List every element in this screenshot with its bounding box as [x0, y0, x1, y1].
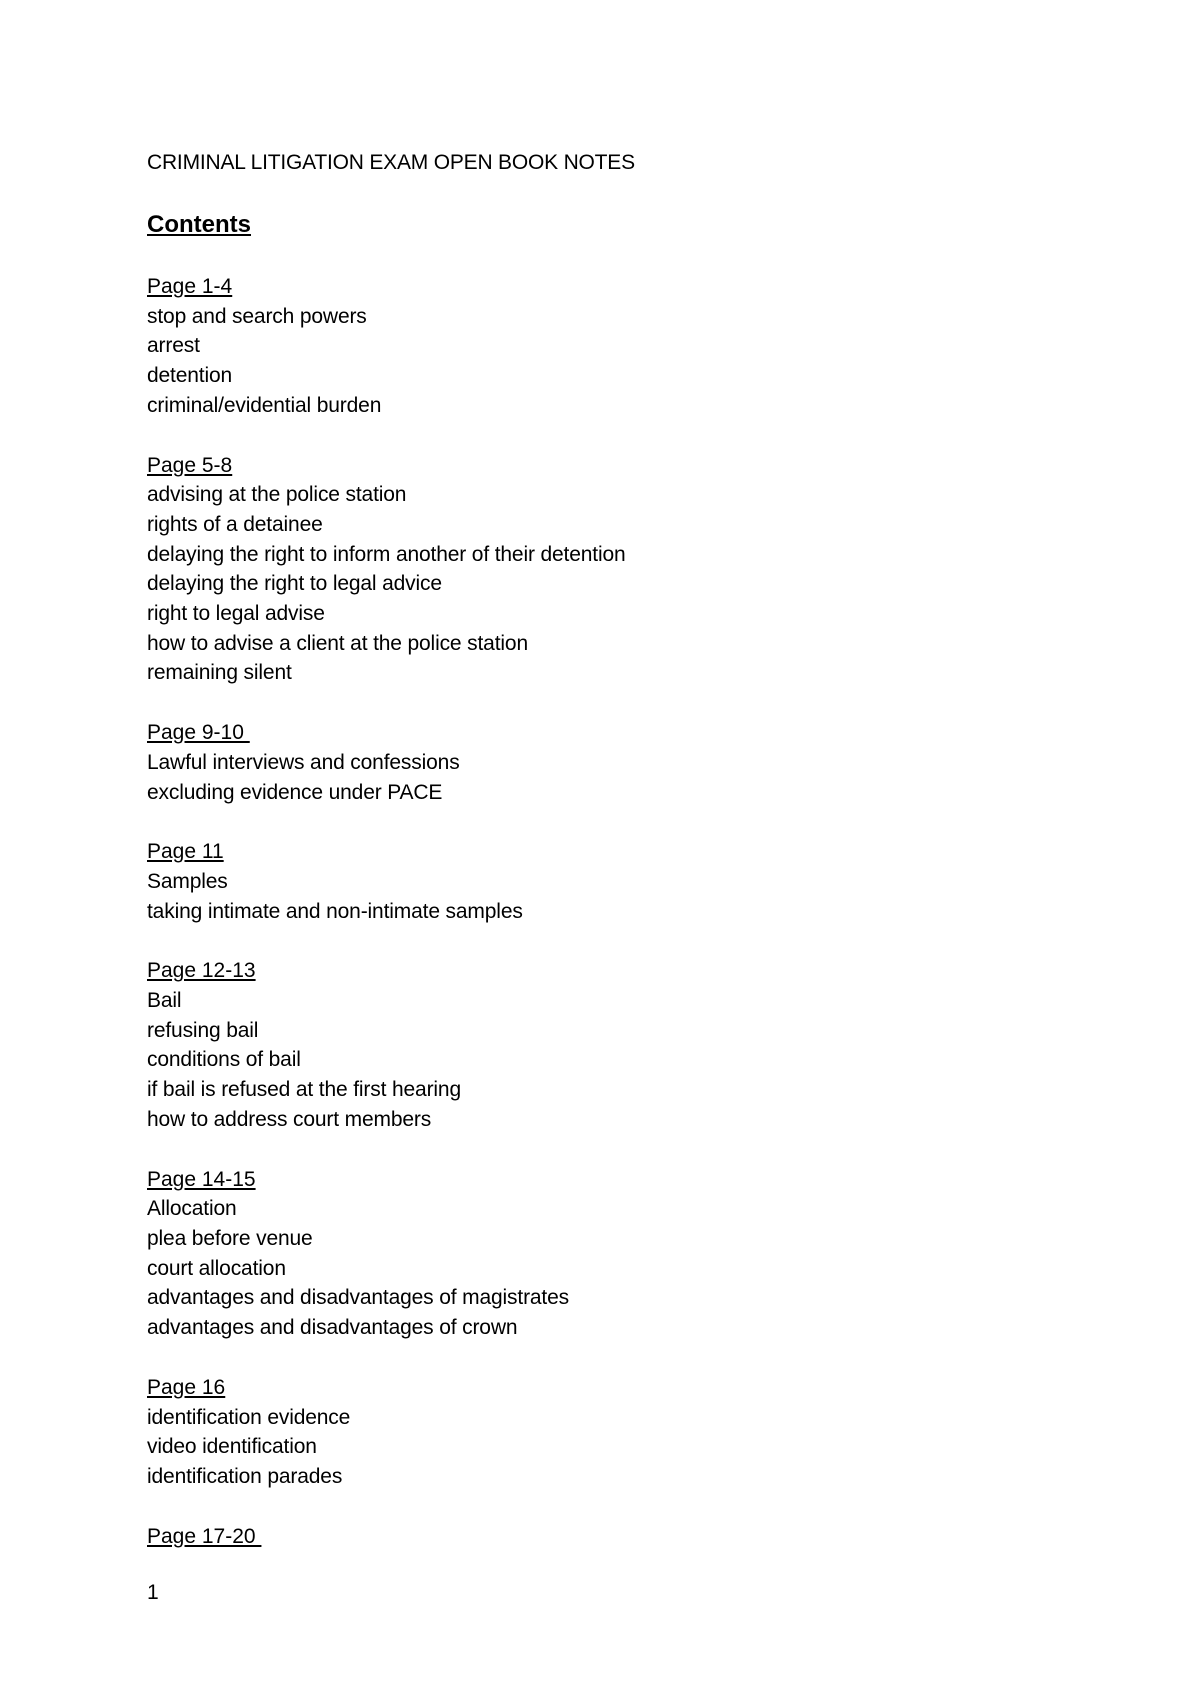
topic-item: plea before venue	[147, 1226, 313, 1250]
topic-item: advantages and disadvantages of magistrates	[147, 1286, 569, 1310]
topic-item: if bail is refused at the first hearing	[147, 1078, 461, 1102]
contents-section	[147, 1373, 1147, 1492]
topic-item: how to address court members	[147, 1107, 432, 1131]
topic-item: delaying the right to legal advice	[147, 572, 442, 596]
topic-item: taking intimate and non-intimate samples	[147, 899, 523, 923]
topic-item: advantages and disadvantages of crown	[147, 1316, 518, 1340]
section-topic-list	[147, 1403, 1147, 1492]
section-page-range: Page 16	[147, 1375, 226, 1399]
contents-heading: Contents	[147, 211, 251, 238]
section-page-range: Page 12-13	[147, 959, 256, 983]
topic-item: conditions of bail	[147, 1048, 301, 1072]
contents-section	[147, 272, 1147, 421]
topic-item: video identification	[147, 1435, 317, 1459]
contents-section	[147, 1165, 1147, 1343]
document-page	[147, 148, 1147, 1581]
contents-section	[147, 837, 1147, 926]
contents-section	[147, 718, 1147, 807]
contents-section	[147, 956, 1147, 1134]
section-page-range: Page 9-10	[147, 721, 250, 745]
topic-item: stop and search powers	[147, 304, 367, 328]
topic-item: Allocation	[147, 1197, 237, 1221]
topic-item: identification parades	[147, 1464, 343, 1488]
topic-item: delaying the right to inform another of their detention	[147, 542, 626, 566]
page-number: 1	[147, 1581, 159, 1604]
topic-item: refusing bail	[147, 1018, 259, 1042]
section-page-range: Page 11	[147, 840, 224, 864]
topic-item: Samples	[147, 869, 228, 893]
topic-item: Lawful interviews and confessions	[147, 750, 460, 774]
topic-item: criminal/evidential burden	[147, 393, 382, 417]
contents-section	[147, 451, 1147, 689]
contents-list	[147, 272, 1147, 1551]
topic-item: advising at the police station	[147, 483, 407, 507]
topic-item: identification evidence	[147, 1405, 351, 1429]
topic-item: excluding evidence under PACE	[147, 780, 443, 804]
section-page-range: Page 14-15	[147, 1167, 256, 1191]
topic-item: right to legal advise	[147, 602, 325, 626]
topic-item: remaining silent	[147, 661, 292, 685]
section-page-range: Page 17-20	[147, 1524, 262, 1548]
section-topic-list	[147, 748, 1147, 807]
topic-item: rights of a detainee	[147, 512, 323, 536]
document-title: CRIMINAL LITIGATION EXAM OPEN BOOK NOTES	[147, 151, 635, 174]
section-page-range: Page 5-8	[147, 453, 233, 477]
section-topic-list	[147, 867, 1147, 926]
topic-item: arrest	[147, 334, 200, 358]
topic-item: Bail	[147, 989, 182, 1013]
section-topic-list	[147, 986, 1147, 1135]
contents-section	[147, 1522, 1147, 1552]
topic-item: court allocation	[147, 1256, 286, 1280]
topic-item: how to advise a client at the police station	[147, 631, 528, 655]
section-page-range: Page 1-4	[147, 275, 233, 298]
topic-item: detention	[147, 364, 233, 388]
section-topic-list	[147, 1194, 1147, 1343]
section-topic-list	[147, 302, 1147, 421]
section-topic-list	[147, 480, 1147, 688]
